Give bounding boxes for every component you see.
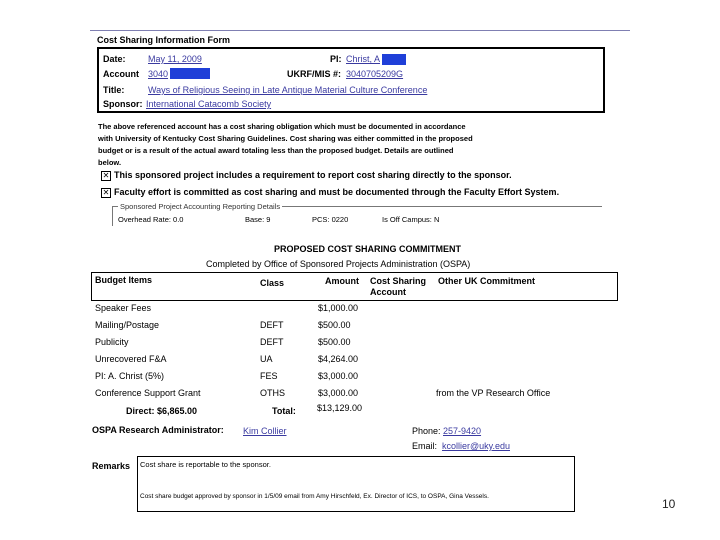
title-label: Title: [103, 85, 125, 95]
cell-amount: $3,000.00 [318, 371, 359, 381]
remarks-label: Remarks [92, 461, 131, 471]
commitment-heading: PROPOSED COST SHARING COMMITMENT [274, 244, 462, 254]
col-class: Class [260, 278, 285, 288]
remarks-line: Cost share budget approved by sponsor in 1/5/09 email from Amy Hirschfeld, Ex. Director of ICS, to OSPA, Gina Vessels. [140, 493, 489, 500]
notice-line: budget or is a result of the actual award totaling less than the proposed budget. Details are outlined [98, 146, 454, 155]
email-label: Email: [412, 441, 438, 451]
table-right-rule [617, 272, 618, 301]
table-left-rule [91, 272, 92, 301]
checkbox-label: Faculty effort is committed as cost sharing and must be documented through the Faculty Effort System. [114, 187, 560, 197]
ukrf-label: UKRF/MIS #: [287, 69, 341, 79]
cell-item: Publicity [95, 337, 129, 347]
details-legend: Sponsored Project Accounting Reporting Details [120, 202, 281, 211]
col-budget-items: Budget Items [95, 275, 153, 285]
form-title: Cost Sharing Information Form [97, 35, 231, 45]
redaction-block [382, 54, 406, 65]
phone-label: Phone: [412, 426, 441, 436]
cell-other: from the VP Research Office [436, 388, 551, 398]
off-campus-value: Is Off Campus: N [382, 215, 440, 224]
commitment-subheading: Completed by Office of Sponsored Projects Administration (OSPA) [206, 259, 471, 269]
checkbox-report-to-sponsor[interactable]: ✕ [102, 171, 110, 180]
cell-class: OTHS [260, 388, 286, 398]
details-left-border [112, 206, 113, 226]
sponsor-field[interactable]: International Catacomb Society [146, 99, 272, 109]
title-field[interactable]: Ways of Religious Seeing in Late Antique Material Culture Conference [148, 85, 428, 95]
overhead-rate: Overhead Rate: 0.0 [118, 215, 184, 224]
pcs-value: PCS: 0220 [312, 215, 349, 224]
cell-amount: $3,000.00 [318, 388, 359, 398]
notice-line: The above referenced account has a cost sharing obligation which must be documented in accordance [98, 122, 466, 131]
cell-class: UA [260, 354, 273, 364]
notice-text [98, 121, 568, 169]
cell-class: DEFT [260, 320, 284, 330]
redaction-block [170, 68, 210, 79]
pi-label: PI: [330, 54, 342, 64]
page-number: 10 [662, 497, 676, 511]
phone-field[interactable]: 257-9420 [443, 426, 482, 436]
account-label: Account [103, 69, 139, 79]
cell-amount: $1,000.00 [318, 303, 359, 313]
base-value: Base: 9 [245, 215, 271, 224]
checkbox-label: This sponsored project includes a requirement to report cost sharing directly to the sponsor. [114, 170, 512, 180]
table-top-rule [91, 272, 618, 273]
account-field[interactable]: 3040 [148, 69, 169, 79]
cell-amount: $500.00 [318, 320, 351, 330]
date-label: Date: [103, 54, 126, 64]
top-rule [90, 30, 630, 31]
sponsor-label: Sponsor: [103, 99, 143, 109]
notice-line: with University of Kentucky Cost Sharing Guidelines. Cost sharing was either committed in the proposed [98, 134, 473, 143]
cell-class: DEFT [260, 337, 284, 347]
total-value: $13,129.00 [317, 403, 363, 413]
col-cost-sharing-account: Cost Sharing Account [370, 276, 427, 297]
cell-amount: $4,264.00 [318, 354, 359, 364]
cell-class: FES [260, 371, 278, 381]
cell-item: PI: A. Christ (5%) [95, 371, 165, 381]
cell-item: Conference Support Grant [95, 388, 201, 398]
col-other-commitment: Other UK Commitment [438, 276, 536, 286]
direct-total: Direct: $6,865.00 [126, 406, 198, 416]
checkbox-faculty-effort[interactable]: ✕ [102, 188, 110, 197]
notice-line: below. [98, 158, 122, 167]
cell-item: Unrecovered F&A [95, 354, 167, 364]
col-amount: Amount [325, 276, 359, 286]
email-link[interactable]: kcollier@uky.edu [442, 441, 510, 451]
remarks-line: Cost share is reportable to the sponsor. [140, 460, 271, 469]
date-field[interactable]: May 11, 2009 [148, 54, 202, 64]
admin-name[interactable]: Kim Collier [243, 426, 287, 436]
ukrf-field[interactable]: 3040705209G [346, 69, 404, 79]
admin-label: OSPA Research Administrator: [92, 425, 224, 435]
total-label: Total: [272, 406, 296, 416]
cell-item: Speaker Fees [95, 303, 152, 313]
cell-amount: $500.00 [318, 337, 351, 347]
pi-field[interactable]: Christ, A [346, 54, 381, 64]
table-header-rule [91, 300, 618, 301]
cell-item: Mailing/Postage [95, 320, 160, 330]
